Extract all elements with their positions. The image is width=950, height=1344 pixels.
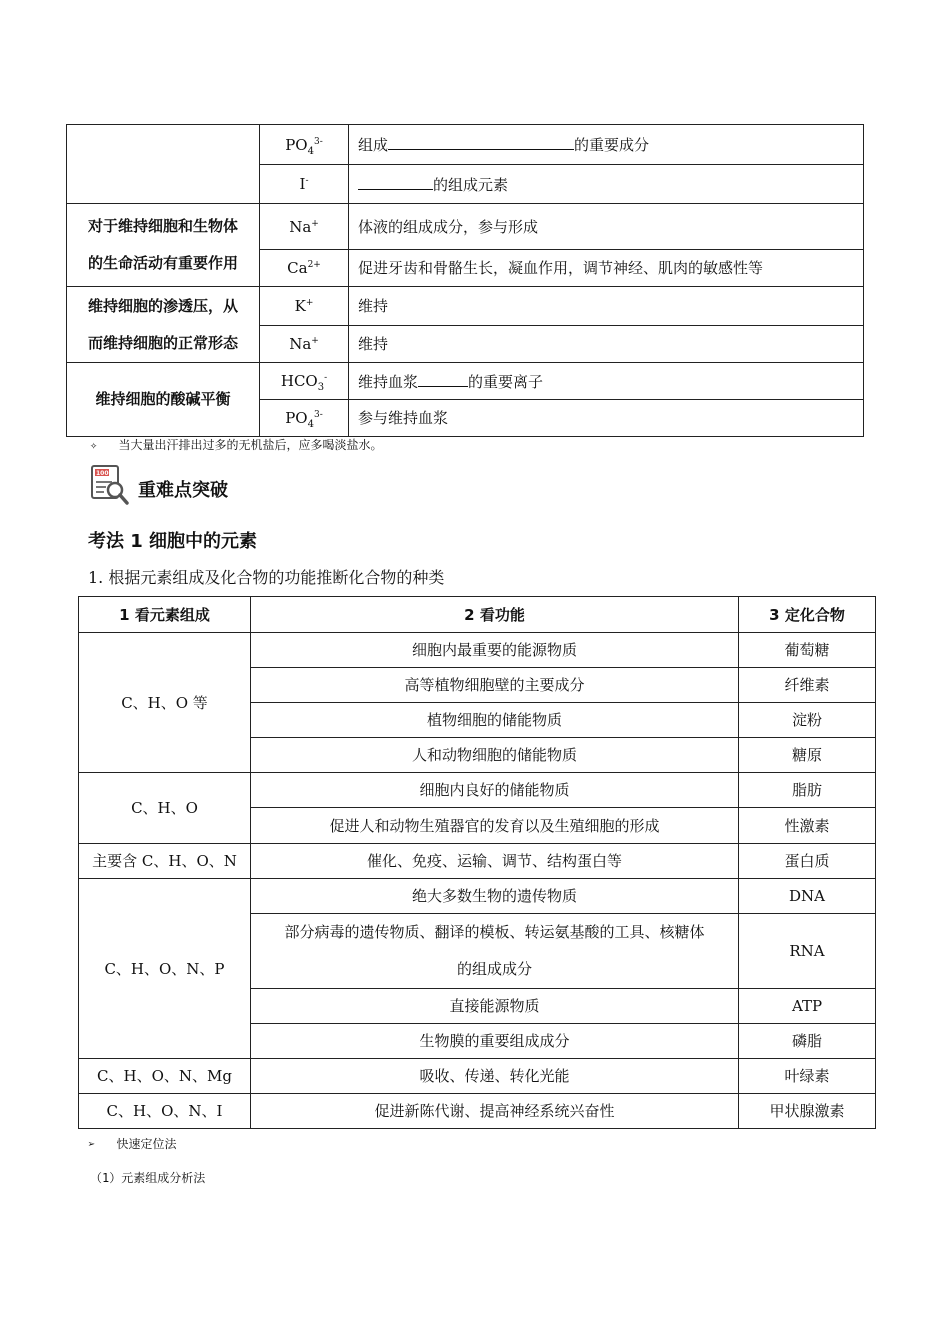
desc-cell: 维持血浆 的重要离子	[349, 363, 864, 400]
group-cell: 维持细胞的渗透压，从 而维持细胞的正常形态	[67, 287, 260, 363]
compound-cell: 性激素	[739, 808, 876, 844]
function-cell: 直接能源物质	[251, 989, 739, 1024]
ion-cell: $PO_4^{3-}$	[260, 125, 349, 165]
compound-cell: 脂肪	[739, 773, 876, 808]
function-cell: 吸收、传递、转化光能	[251, 1059, 739, 1094]
compound-cell: 磷脂	[739, 1024, 876, 1059]
sub-heading: （1）元素组成分析法	[90, 1171, 206, 1185]
desc-cell: 促进牙齿和骨骼生长，凝血作用，调节神经、肌肉的敏感性等	[349, 250, 864, 287]
ion-cell: $Ca^{2+}$	[260, 250, 349, 287]
desc-cell: 维持	[349, 326, 864, 363]
compound-cell: ATP	[739, 989, 876, 1024]
function-cell: 绝大多数生物的遗传物质	[251, 879, 739, 914]
sparkle-bullet-icon: ✧	[90, 438, 98, 452]
group-cell-empty	[67, 125, 260, 204]
compound-cell: 叶绿素	[739, 1059, 876, 1094]
header-cell: 3 定化合物	[739, 597, 876, 633]
desc-cell: 组成 的重要成分	[349, 125, 864, 165]
compound-cell: RNA	[739, 914, 876, 989]
compound-cell: 淀粉	[739, 703, 876, 738]
ion-cell: $PO_4^{3-}$	[260, 400, 349, 437]
compound-cell: 葡萄糖	[739, 633, 876, 668]
ion-cell: I-	[260, 165, 349, 204]
ion-function-table	[66, 124, 864, 437]
compound-cell: DNA	[739, 879, 876, 914]
function-cell: 人和动物细胞的储能物质	[251, 738, 739, 773]
compound-cell: 纤维素	[739, 668, 876, 703]
ion-cell: Na+	[260, 326, 349, 363]
function-cell: 催化、免疫、运输、调节、结构蛋白等	[251, 844, 739, 879]
ion-cell: K+	[260, 287, 349, 326]
function-cell: 高等植物细胞壁的主要成分	[251, 668, 739, 703]
function-cell: 促进新陈代谢、提高神经系统兴奋性	[251, 1094, 739, 1129]
header-cell: 2 看功能	[251, 597, 739, 633]
compound-cell: 甲状腺激素	[739, 1094, 876, 1129]
desc-cell: 维持	[349, 287, 864, 326]
function-cell: 细胞内良好的储能物质	[251, 773, 739, 808]
compound-cell: 蛋白质	[739, 844, 876, 879]
function-cell: 部分病毒的遗传物质、翻译的模板、转运氨基酸的工具、核糖体 的组成成分	[251, 914, 739, 989]
desc-cell: 体液的组成成分，参与形成	[349, 204, 864, 250]
function-cell: 细胞内最重要的能源物质	[251, 633, 739, 668]
group-cell: 对于维持细胞和生物体 的生命活动有重要作用	[67, 204, 260, 287]
method-subtitle: 1. 根据元素组成及化合物的功能推断化合物的种类	[88, 568, 445, 587]
desc-cell: 参与维持血浆	[349, 400, 864, 437]
function-cell: 植物细胞的储能物质	[251, 703, 739, 738]
desc-cell: 的组成元素	[349, 165, 864, 204]
elements-cell: C、H、O、N、I	[79, 1094, 251, 1129]
compound-cell: 糖原	[739, 738, 876, 773]
header-cell: 1 看元素组成	[79, 597, 251, 633]
elements-cell: C、H、O	[79, 773, 251, 844]
tip-note: ✧ 当大量出汗排出过多的无机盐后，应多喝淡盐水。	[90, 438, 383, 452]
elements-cell: C、H、O、N、Mg	[79, 1059, 251, 1094]
fill-blank	[388, 135, 574, 150]
ion-cell: $HCO_3^-$	[260, 363, 349, 400]
elements-cell: C、H、O、N、P	[79, 879, 251, 1059]
method-title: 考法 1 细胞中的元素	[88, 531, 258, 552]
elements-cell: 主要含 C、H、O、N	[79, 844, 251, 879]
ion-cell: Na+	[260, 204, 349, 250]
fill-blank	[418, 372, 468, 387]
group-cell: 维持细胞的酸碱平衡	[67, 363, 260, 437]
compound-table	[78, 596, 876, 1129]
elements-cell: C、H、O 等	[79, 633, 251, 773]
svg-text:100: 100	[96, 470, 109, 477]
section-title: 重难点突破	[138, 480, 228, 501]
magnifier-report-icon	[90, 464, 130, 506]
arrow-bullet-icon: ➢	[88, 1137, 96, 1151]
fill-blank	[358, 175, 433, 190]
section-header	[90, 464, 130, 510]
function-cell: 生物膜的重要组成成分	[251, 1024, 739, 1059]
tip-note: ➢ 快速定位法	[88, 1137, 177, 1151]
function-cell: 促进人和动物生殖器官的发育以及生殖细胞的形成	[251, 808, 739, 844]
